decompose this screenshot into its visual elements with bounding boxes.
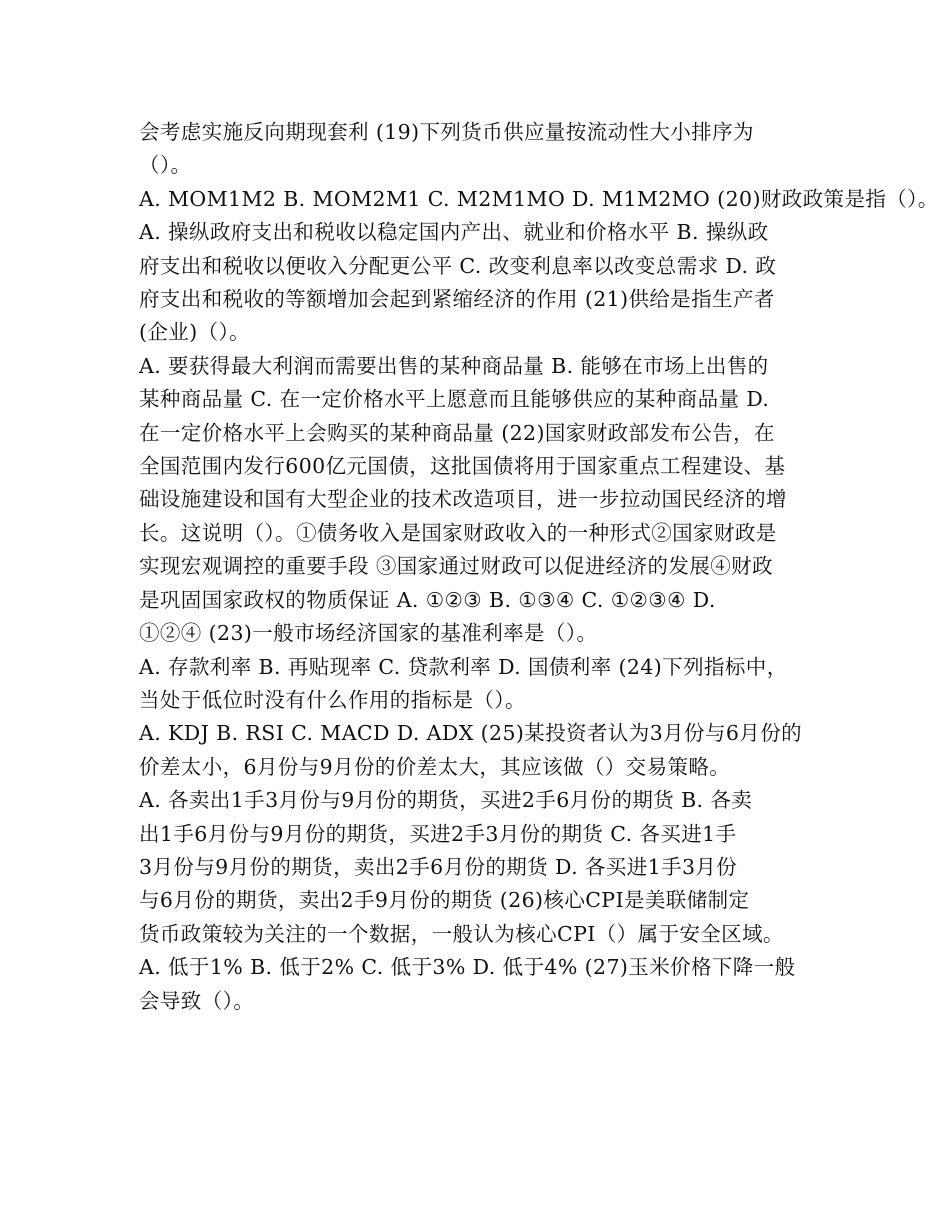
text-line: 础设施建设和国有大型企业的技术改造项目，进一步拉动国民经济的增	[139, 487, 787, 512]
text-line: 在一定价格水平上会购买的某种商品量 (22)国家财政部发布公告，在	[139, 420, 775, 445]
text-line: 是巩固国家政权的物质保证 A. ①②③ B. ①③④ C. ①②③④ D.	[139, 587, 716, 612]
text-line: 当处于低位时没有什么作用的指标是（）。	[139, 687, 526, 712]
text-line: A. KDJ B. RSI C. MACD D. ADX (25)某投资者认为3月份与6月份的	[139, 721, 802, 746]
document-body	[139, 116, 939, 1018]
text-line: 实现宏观调控的重要手段 ③国家通过财政可以促进经济的发展④财政	[139, 554, 773, 579]
text-line: （）。	[139, 153, 192, 178]
text-line: 3月份与9月份的期货，卖出2手6月份的期货 D. 各买进1手3月份	[139, 854, 738, 879]
text-line: 全国范围内发行600亿元国债，这批国债将用于国家重点工程建设、基	[139, 454, 786, 479]
text-line: 价差太小，6月份与9月份的价差太大，其应该做（）交易策略。	[139, 754, 731, 779]
text-line: 某种商品量 C. 在一定价格水平上愿意而且能够供应的某种商品量 D.	[139, 387, 770, 412]
text-line: ①②④ (23)一般市场经济国家的基准利率是（）。	[139, 621, 598, 646]
text-line: A. 各卖出1手3月份与9月份的期货，买进2手6月份的期货 B. 各卖	[139, 788, 753, 813]
text-line: 会导致（）。	[139, 988, 255, 1013]
text-line: A. MOM1M2 B. MOM2M1 C. M2M1MO D. M1M2MO (20)财政政策是指（）。	[139, 186, 939, 211]
text-line: 与6月份的期货，卖出2手9月份的期货 (26)核心CPI是美联储制定	[139, 888, 750, 913]
text-line: A. 操纵政府支出和税收以稳定国内产出、就业和价格水平 B. 操纵政	[139, 220, 769, 245]
text-line: A. 要获得最大利润而需要出售的某种商品量 B. 能够在市场上出售的	[139, 353, 769, 378]
text-line: 货币政策较为关注的一个数据，一般认为核心CPI（）属于安全区域。	[139, 921, 784, 946]
text-line: 府支出和税收以便收入分配更公平 C. 改变利息率以改变总需求 D. 政	[139, 253, 777, 278]
text-line: 府支出和税收的等额增加会起到紧缩经济的作用 (21)供给是指生产者	[139, 287, 775, 312]
text-line: 出1手6月份与9月份的期货，买进2手3月份的期货 C. 各买进1手	[139, 821, 737, 846]
text-line: 长。这说明（）。①债务收入是国家财政收入的一种形式②国家财政是	[139, 520, 777, 545]
text-line: (企业)（）。	[139, 320, 251, 345]
text-line: 会考虑实施反向期现套利 (19)下列货币供应量按流动性大小排序为	[139, 120, 754, 144]
text-line: A. 低于1% B. 低于2% C. 低于3% D. 低于4% (27)玉米价格下降一般	[139, 955, 796, 980]
text-line: A. 存款利率 B. 再贴现率 C. 贷款利率 D. 国债利率 (24)下列指标中，	[139, 654, 788, 679]
